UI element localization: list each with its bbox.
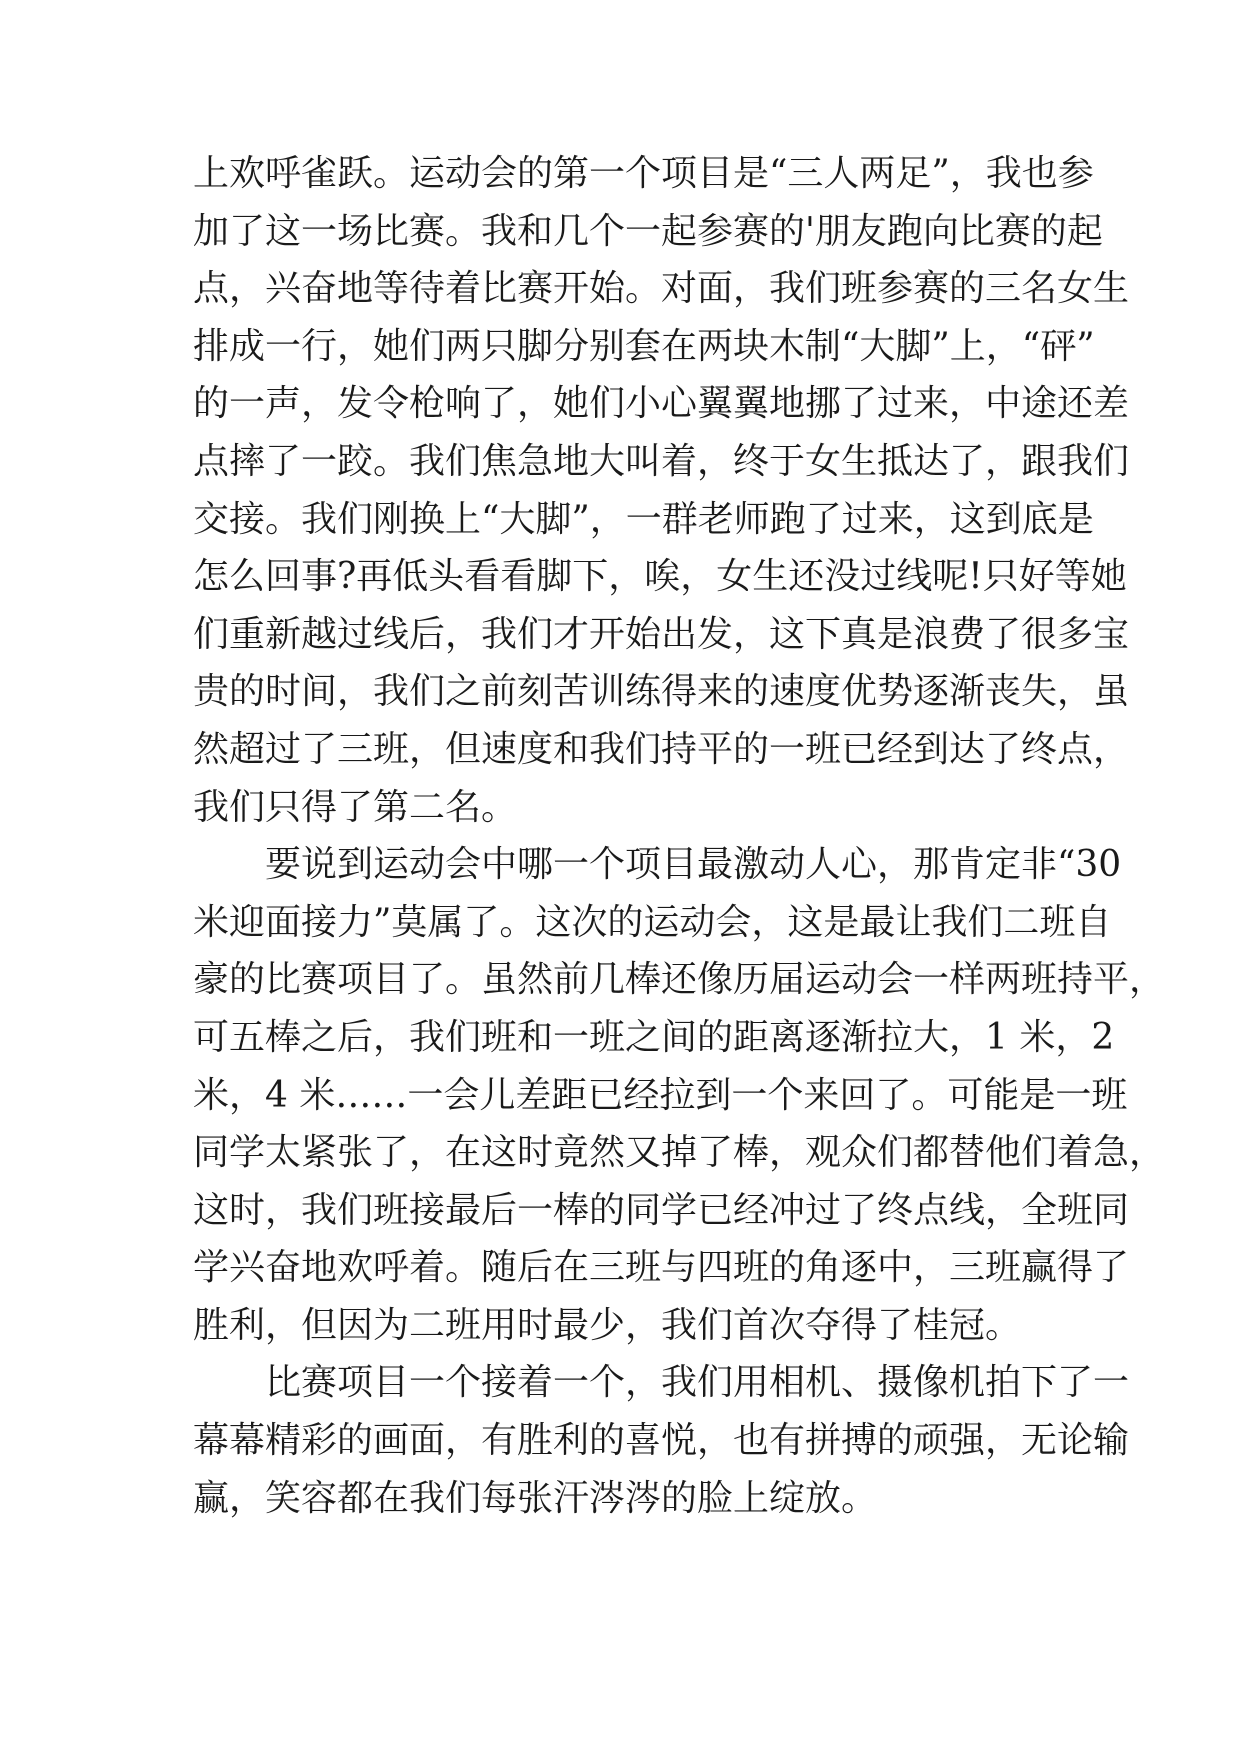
text-line: 上欢呼雀跃。运动会的第一个项目是“三人两足”，我也参 <box>193 153 1094 194</box>
paragraph-3 <box>193 1354 1130 1527</box>
text-line: 赢，笑容都在我们每张汗涔涔的脸上绽放。 <box>193 1477 878 1519</box>
text-line: 同学太紧张了，在这时竟然又掉了棒，观众们都替他们着急， <box>193 1132 1166 1174</box>
text-line: 学兴奋地欢呼着。随后在三班与四班的角逐中，三班赢得了 <box>193 1247 1130 1289</box>
document-body <box>193 145 1166 1527</box>
text-line: 点摔了一跤。我们焦急地大叫着，终于女生抵达了，跟我们 <box>193 440 1130 482</box>
text-line: 胜利，但因为二班用时最少，我们首次夺得了桂冠。 <box>193 1304 1022 1346</box>
paragraph-2 <box>193 836 1166 1354</box>
paragraph-1 <box>193 145 1130 836</box>
text-line: 这时，我们班接最后一棒的同学已经冲过了终点线，全班同 <box>193 1189 1130 1231</box>
text-line: 加了这一场比赛。我和几个一起参赛的'朋友跑向比赛的起 <box>193 210 1103 252</box>
text-line: 的一声，发令枪响了，她们小心翼翼地挪了过来，中途还差 <box>193 383 1130 425</box>
text-line: 可五棒之后，我们班和一班之间的距离逐渐拉大，1 米，2 <box>193 1016 1115 1058</box>
text-line: 然超过了三班，但速度和我们持平的一班已经到达了终点， <box>193 728 1130 770</box>
text-line: 要说到运动会中哪一个项目最激动人心，那肯定非“30 <box>193 844 1122 886</box>
text-line: 米，4 米……一会儿差距已经拉到一个来回了。可能是一班 <box>193 1074 1128 1116</box>
text-line: 米迎面接力”莫属了。这次的运动会，这是最让我们二班自 <box>193 901 1112 943</box>
text-line: 幕幕精彩的画面，有胜利的喜悦，也有拼搏的顽强，无论输 <box>193 1420 1130 1462</box>
text-line: 们重新越过线后，我们才开始出发，这下真是浪费了很多宝 <box>193 613 1130 655</box>
text-line: 交接。我们刚换上“大脚”，一群老师跑了过来，这到底是 <box>193 498 1094 540</box>
text-line: 比赛项目一个接着一个，我们用相机、摄像机拍下了一 <box>193 1362 1130 1404</box>
text-line: 怎么回事?再低头看看脚下，唉，女生还没过线呢!只好等她 <box>193 556 1127 598</box>
text-line: 排成一行，她们两只脚分别套在两块木制“大脚”上，“砰” <box>193 325 1095 367</box>
text-line: 点，兴奋地等待着比赛开始。对面，我们班参赛的三名女生 <box>193 268 1130 310</box>
text-line: 贵的时间，我们之前刻苦训练得来的速度优势逐渐丧失，虽 <box>193 671 1130 713</box>
text-line: 豪的比赛项目了。虽然前几棒还像历届运动会一样两班持平， <box>193 959 1166 1001</box>
text-line: 我们只得了第二名。 <box>193 786 518 828</box>
